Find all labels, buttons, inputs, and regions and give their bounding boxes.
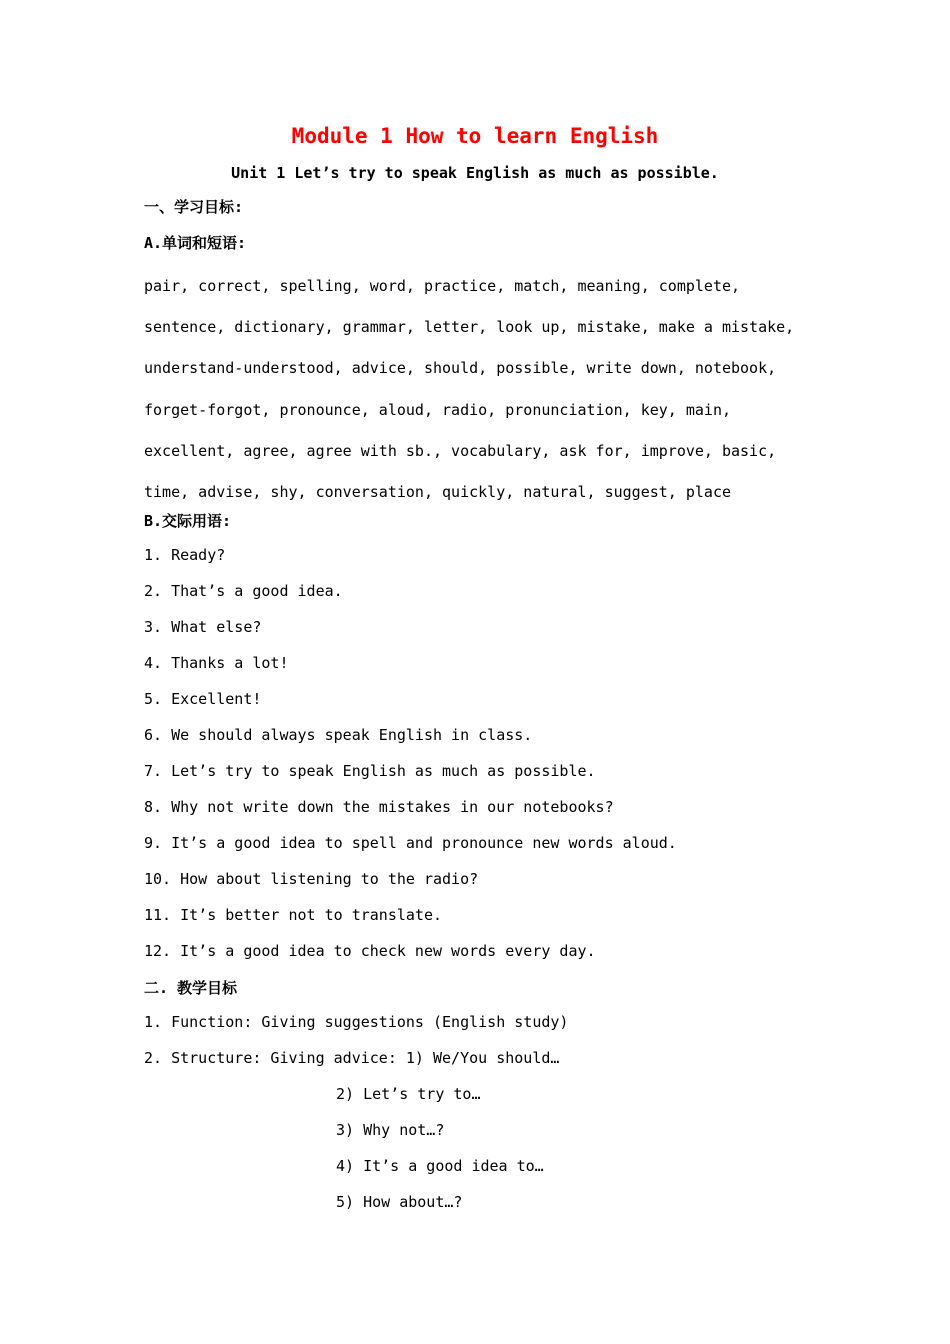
phrase-item: 5. Excellent! (144, 690, 262, 708)
teaching-objective-item: 1. Function: Giving suggestions (English study) (144, 1013, 569, 1031)
phrase-item: 11. It’s better not to translate. (144, 906, 443, 924)
phrase-item: 6. We should always speak English in class. (144, 726, 533, 744)
phrase-item: 7. Let’s try to speak English as much as possible. (144, 762, 596, 780)
module-title: Module 1 How to learn English (291, 124, 659, 148)
unit-subtitle: Unit 1 Let’s try to speak English as much as possible. (231, 164, 719, 182)
phrase-item: 4. Thanks a lot! (144, 654, 289, 672)
communication-phrases-heading: B.交际用语: (144, 512, 232, 530)
section-learning-objectives-heading: 一、学习目标: (144, 198, 244, 216)
phrase-item: 9. It’s a good idea to spell and pronounce new words aloud. (144, 834, 677, 852)
section-teaching-objectives-heading: 二. 教学目标 (144, 979, 238, 997)
structure-sub-item: 2) Let’s try to… (336, 1085, 481, 1103)
phrase-item: 10. How about listening to the radio? (144, 870, 479, 888)
vocabulary-heading: A.单词和短语: (144, 234, 247, 252)
structure-sub-item: 5) How about…? (336, 1193, 463, 1211)
structure-sub-item: 3) Why not…? (336, 1121, 445, 1139)
teaching-objective-item: 2. Structure: Giving advice: 1) We/You should… (144, 1049, 560, 1067)
phrase-item: 12. It’s a good idea to check new words every day. (144, 942, 596, 960)
phrase-item: 8. Why not write down the mistakes in our notebooks? (144, 798, 614, 816)
phrase-item: 1. Ready? (144, 546, 226, 564)
phrase-item: 3. What else? (144, 618, 262, 636)
vocabulary-list: pair, correct, spelling, word, practice, match, meaning, complete, sentence, dictionary, grammar, letter, look up, mistake, make a mistake, understand-understood, advice, should, possible, write down, notebook, forget-forgot, pronounce, aloud, radio, pronunciation, key, main, excellent, agree, agree with sb., vocabulary, ask for, improve, basic, time, advise, shy, conversation, quickly, natural, suggest, place (144, 277, 795, 502)
phrase-item: 2. That’s a good idea. (144, 582, 343, 600)
structure-sub-item: 4) It’s a good idea to… (336, 1157, 544, 1175)
